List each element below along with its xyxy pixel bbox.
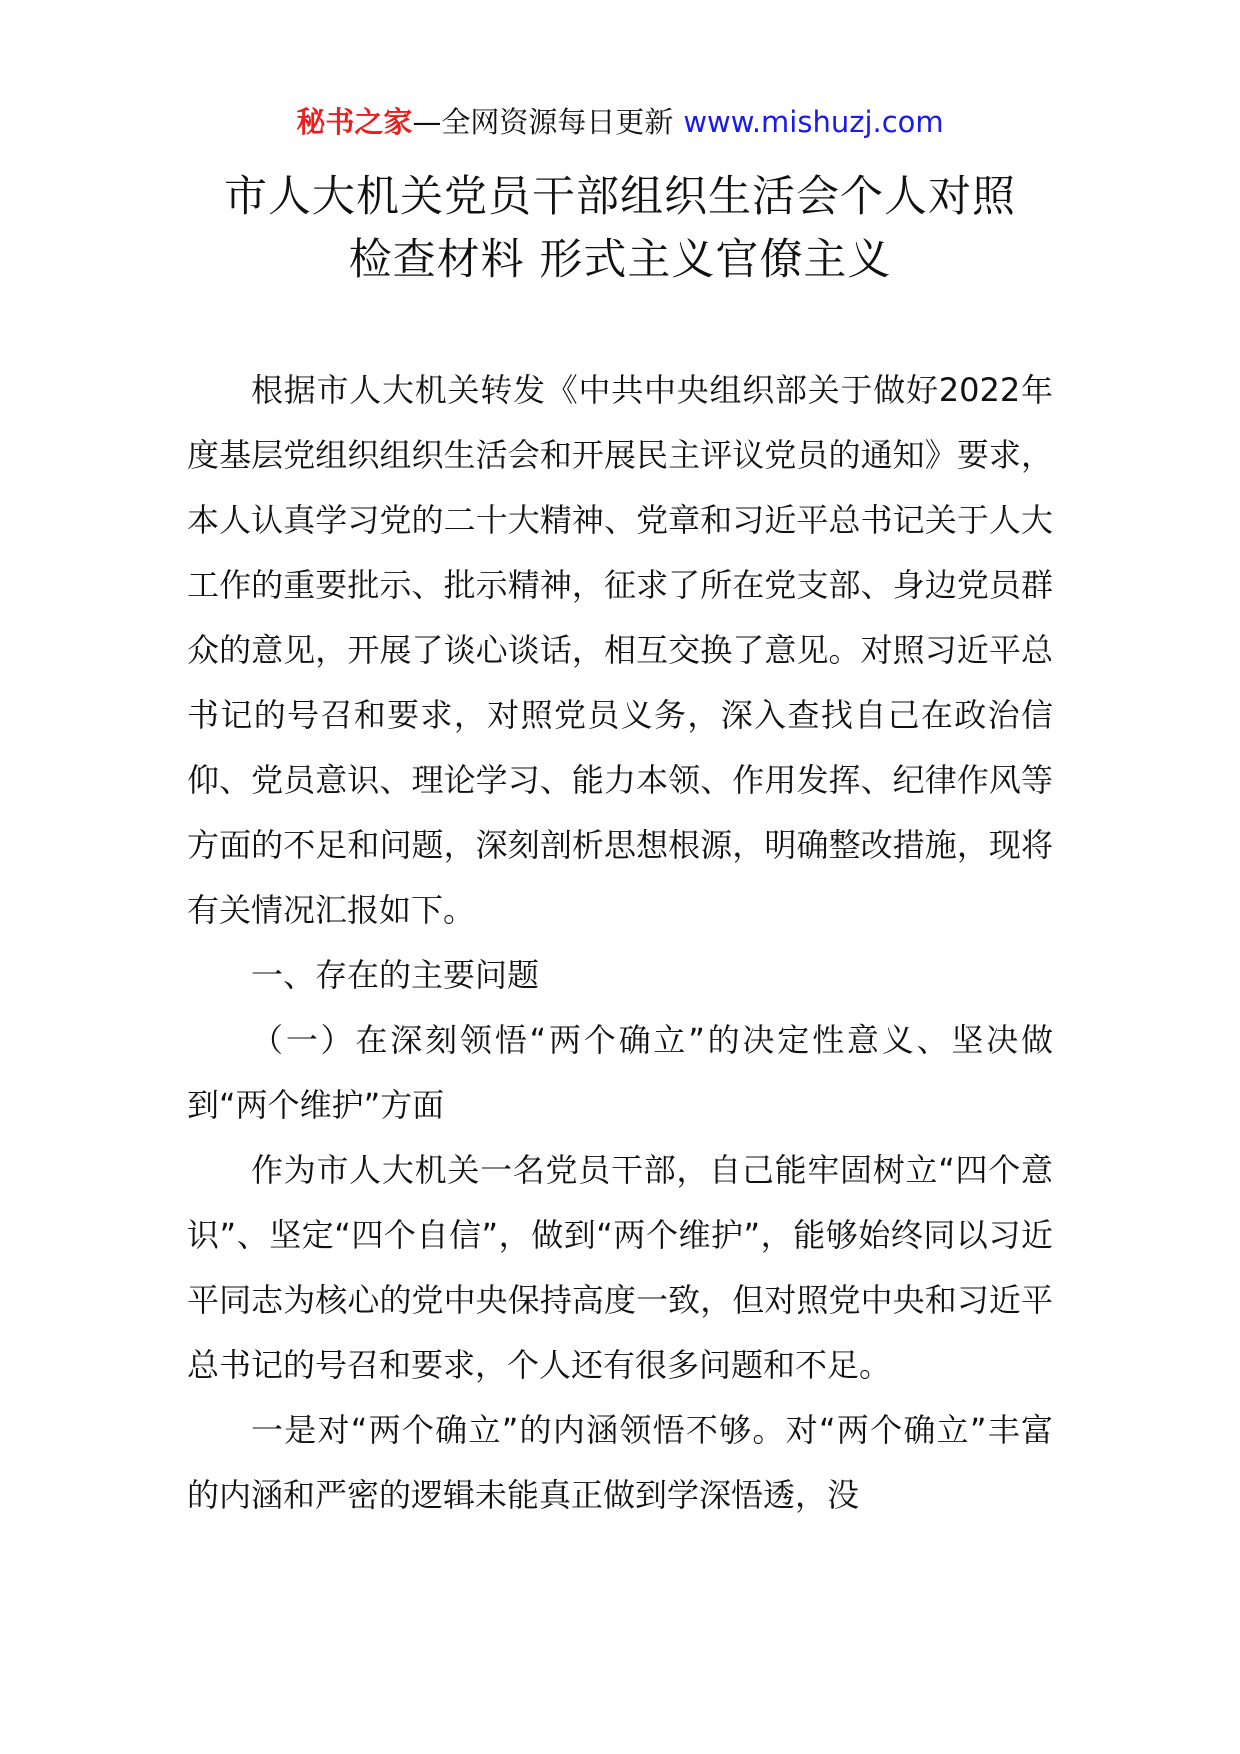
site-slogan: —全网资源每日更新	[412, 105, 674, 139]
body-paragraph: 一是对“两个确立”的内涵领悟不够。对“两个确立”丰富的内涵和严密的逻辑未能真正做到学深悟透，没	[187, 1411, 1053, 1514]
section-heading: 一、存在的主要问题	[251, 956, 540, 994]
intro-paragraph: 根据市人大机关转发《中共中央组织部关于做好2022年度基层党组织组织生活会和开展民主评议党员的通知》要求，本人认真学习党的二十大精神、党章和习近平总书记关于人大工作的重要批示、批示精神，征求了所在党支部、身边党员群众的意见，开展了谈心谈话，相互交换了意见。对照习近平总书记的号召和要求，对照党员义务，深入查找自己在政治信仰、党员意识、理论学习、能力本领、作用发挥、纪律作风等方面的不足和问题，深刻剖析思想根源，明确整改措施，现将有关情况汇报如下。	[187, 371, 1053, 929]
document-body	[187, 358, 1053, 1528]
title-line-1: 市人大机关党员干部组织生活会个人对照	[224, 172, 1016, 222]
site-header	[0, 100, 1240, 144]
title-line-2: 检查材料 形式主义官僚主义	[348, 235, 892, 285]
site-url-link[interactable]: www.mishuzj.com	[683, 105, 944, 139]
body-paragraph: 作为市人大机关一名党员干部，自己能牢固树立“四个意识”、坚定“四个自信”，做到“两个维护”，能够始终同以习近平同志为核心的党中央保持高度一致，但对照党中央和习近平总书记的号召和要求，个人还有很多问题和不足。	[187, 1151, 1053, 1384]
site-brand: 秘书之家	[296, 105, 413, 139]
document-title	[0, 166, 1240, 292]
subsection-heading: （一）在深刻领悟“两个确立”的决定性意义、坚决做到“两个维护”方面	[187, 1021, 1053, 1124]
